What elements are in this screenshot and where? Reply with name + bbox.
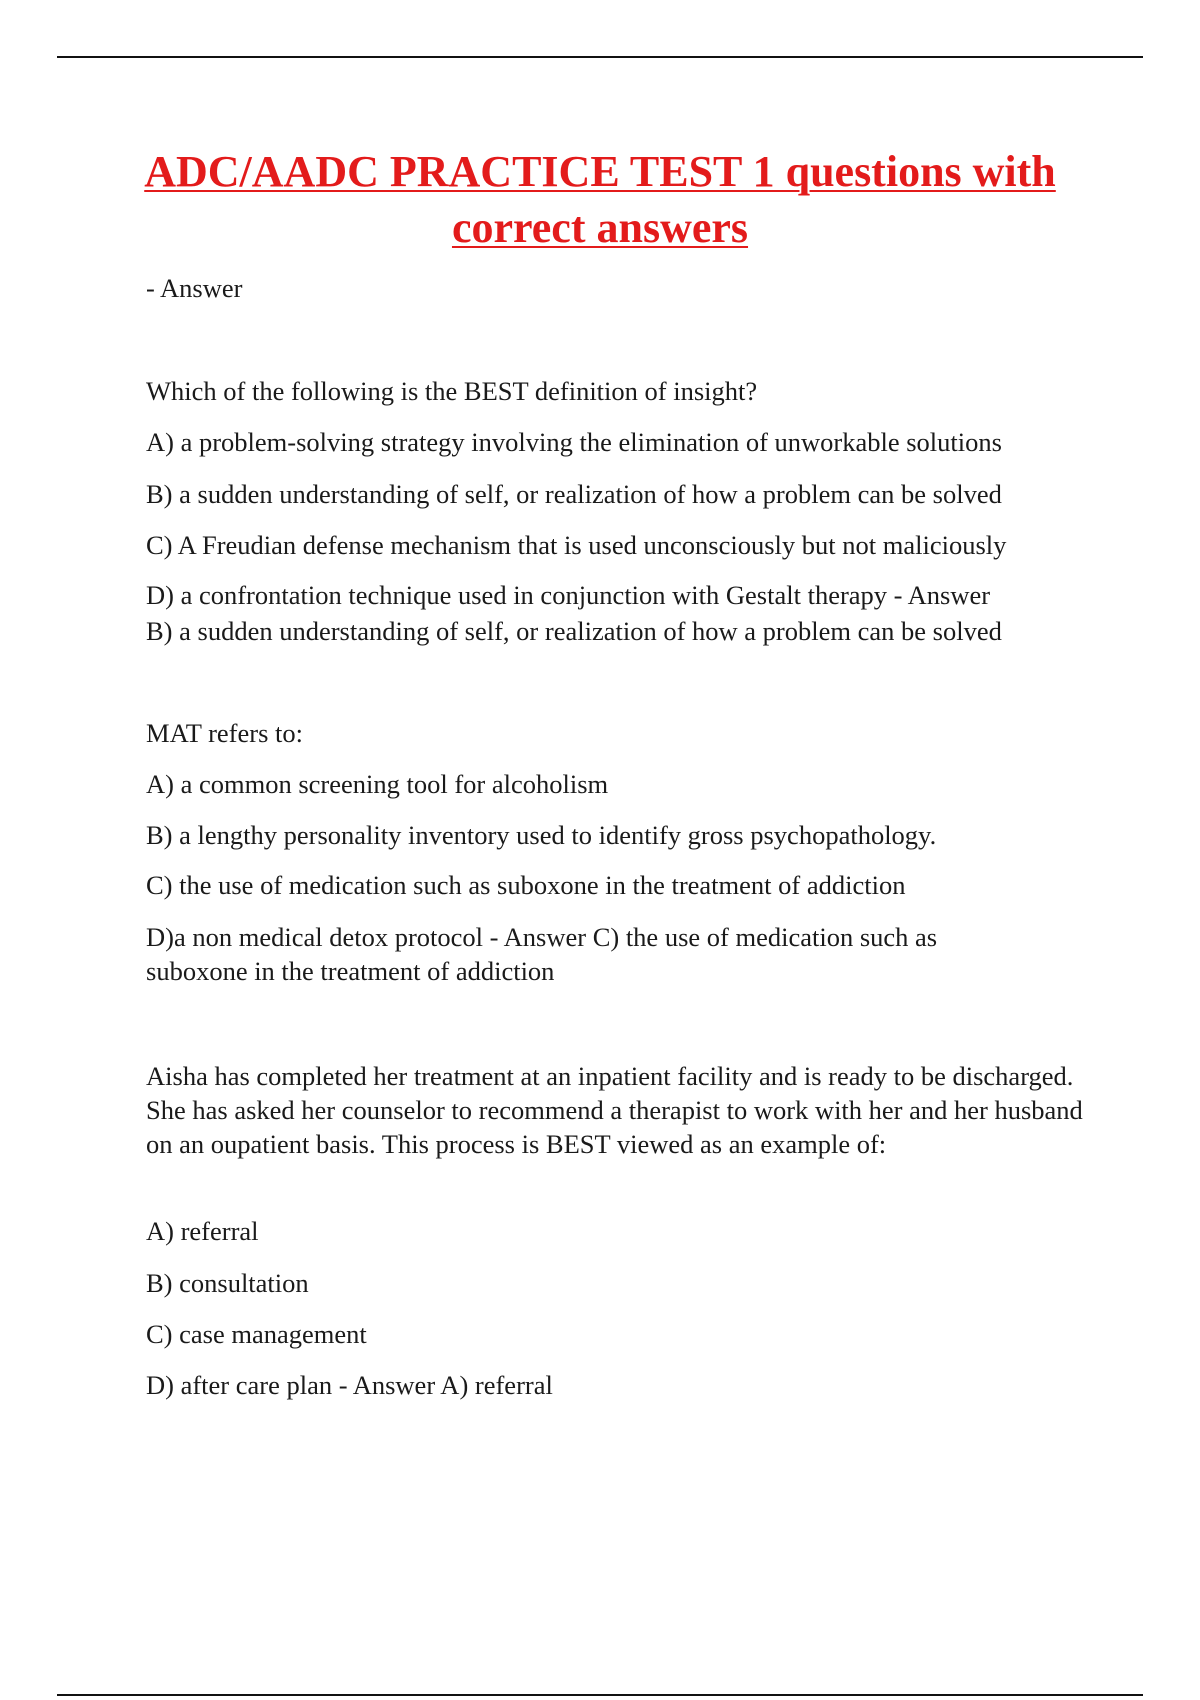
document-title: ADC/AADC PRACTICE TEST 1 questions with correct answers	[144, 147, 1056, 252]
question-3-option-b: B) consultation	[146, 1268, 309, 1298]
question-2-option-d-answer: D)a non medical detox protocol - Answer C) the use of medication such as suboxone in the treatment of addiction	[146, 922, 938, 986]
question-1-stem: Which of the following is the BEST definition of insight?	[146, 376, 758, 406]
question-2-option-b: B) a lengthy personality inventory used to identify gross psychopathology.	[146, 820, 937, 850]
bottom-rule	[57, 1694, 1143, 1696]
question-1-option-b: B) a sudden understanding of self, or realization of how a problem can be solved	[146, 479, 1002, 509]
question-1-answer: B) a sudden understanding of self, or realization of how a problem can be solved	[146, 616, 1002, 646]
question-2-option-c: C) the use of medication such as suboxone in the treatment of addiction	[146, 870, 906, 900]
top-rule	[57, 56, 1143, 58]
question-2-stem: MAT refers to:	[146, 718, 304, 748]
question-1-option-a: A) a problem-solving strategy involving the elimination of unworkable solutions	[146, 427, 1002, 457]
question-2-option-a: A) a common screening tool for alcoholism	[146, 769, 609, 799]
question-1-option-d: D) a confrontation technique used in conjunction with Gestalt therapy - Answer	[146, 580, 991, 610]
question-3-option-a: A) referral	[146, 1216, 259, 1246]
intro-answer: - Answer	[146, 273, 243, 303]
question-3-stem: Aisha has completed her treatment at an inpatient facility and is ready to be discharged. She has asked her counselor to recommend a therapist to work with her and her husband on an oupatient basis. This process is BEST viewed as an example of:	[146, 1061, 1083, 1159]
question-3-option-d-answer: D) after care plan - Answer A) referral	[146, 1370, 553, 1400]
question-3-option-c: C) case management	[146, 1319, 367, 1349]
question-1-option-c: C) A Freudian defense mechanism that is used unconsciously but not maliciously	[146, 530, 1007, 560]
